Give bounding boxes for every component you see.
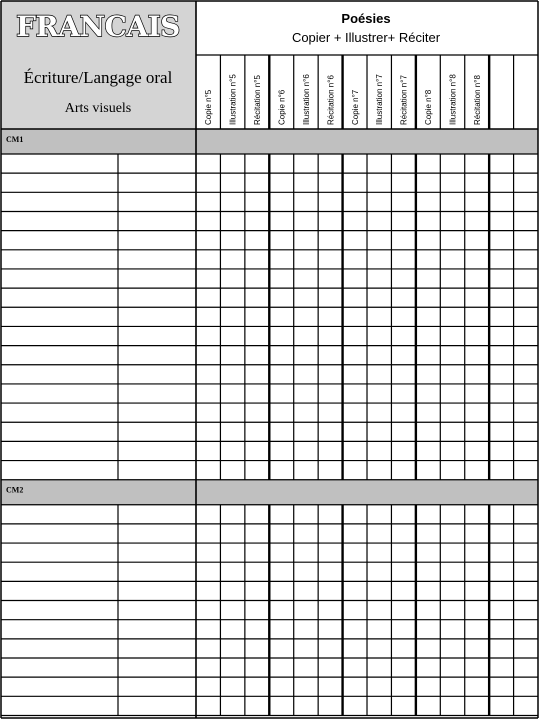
poesies-title: Poésies bbox=[341, 11, 391, 26]
column-label: Récitation n°6 bbox=[326, 75, 336, 125]
column-label: Copie n°5 bbox=[204, 89, 214, 125]
section-bar bbox=[1, 480, 538, 505]
column-label: Copie n°7 bbox=[350, 89, 360, 125]
column-label: Copie n°8 bbox=[424, 89, 434, 125]
page-subtitle: Écriture/Langage oral bbox=[23, 68, 173, 87]
section-label: CM2 bbox=[6, 485, 24, 495]
poesies-subtitle: Copier + Illustrer+ Réciter bbox=[291, 30, 441, 45]
column-label: Illustration n°6 bbox=[301, 74, 311, 125]
column-label: Illustration n°5 bbox=[228, 74, 238, 125]
column-label: Récitation n°7 bbox=[399, 75, 409, 125]
column-label: Récitation n°8 bbox=[472, 75, 482, 125]
section-bar bbox=[1, 129, 538, 154]
page-title: FRANCAIS bbox=[16, 10, 180, 43]
column-label: Illustration n°8 bbox=[448, 74, 458, 125]
column-label: Récitation n°5 bbox=[253, 75, 263, 125]
column-label: Illustration n°7 bbox=[375, 74, 385, 125]
page-subtitle-arts: Arts visuels bbox=[64, 101, 132, 116]
column-label: Copie n°6 bbox=[277, 89, 287, 125]
section-label: CM1 bbox=[6, 135, 24, 144]
